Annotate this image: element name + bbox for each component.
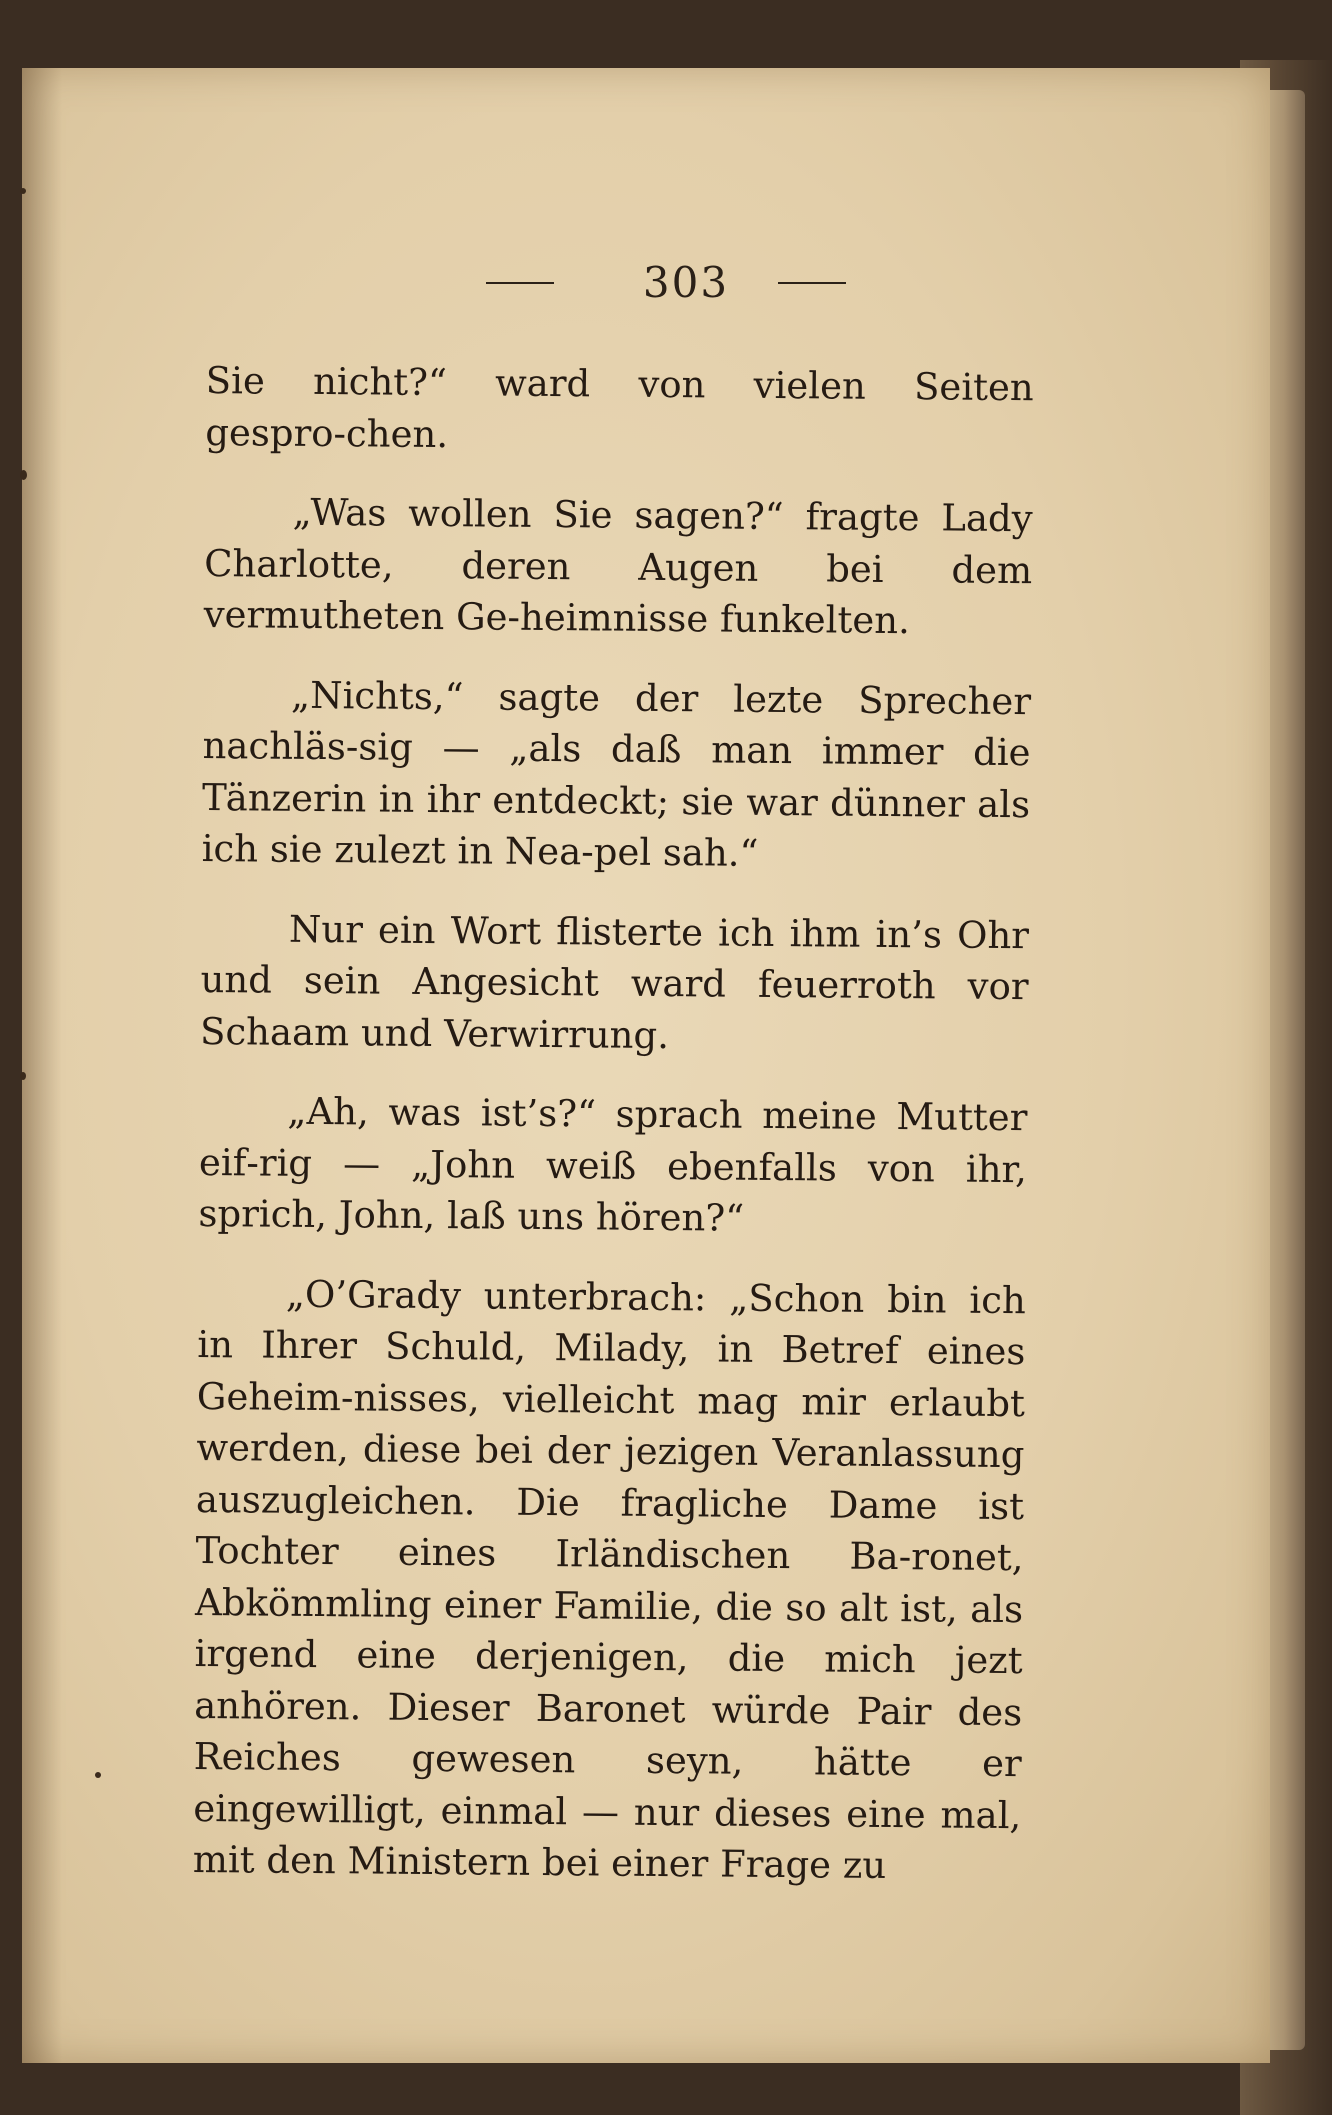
header-dash-left bbox=[486, 282, 554, 284]
paragraph: „O’Grady unterbrach: „Schon bin ich in Ihrer Schuld, Milady, in Betref eines Geheim‑nisses, vielleicht mag mir erlaubt werden, diese bei der jezigen Veranlassung auszugleichen. Die fragliche Dame ist Tochter eines Irländischen Ba‑ronet, Abkömmling einer Familie, die so alt ist, als irgend eine derjenigen, die mich jezt anhören. Dieser Baronet würde Pair des Reiches gewesen seyn, hätte er eingewilligt, einmal — nur dieses eine mal, mit den Ministern bei einer Frage zu bbox=[192, 1272, 1026, 1887]
stitch-mark bbox=[20, 1072, 26, 1080]
page-number: 303 bbox=[642, 258, 730, 307]
paragraph: „Ah, was ist’s?“ sprach meine Mutter eif‑rig — „John weiß ebenfalls von ihr, sprich, John, laß uns hören?“ bbox=[198, 1089, 1028, 1240]
stitch-mark bbox=[20, 470, 27, 480]
paragraph: „Nichts,“ sagte der lezte Sprecher nachläs‑sig — „als daß man immer die Tänzerin in ihr entdeckt; sie war dünner als ich sie zulezt in Nea‑pel sah.“ bbox=[201, 673, 1032, 875]
body-text bbox=[192, 355, 1034, 1921]
page-header bbox=[0, 258, 1332, 318]
paragraph: Nur ein Wort flisterte ich ihm in’s Ohr und sein Angesicht ward feuerroth vor Schaam und Verwirrung. bbox=[199, 907, 1030, 1057]
header-dash-right bbox=[778, 282, 846, 284]
paragraph: „Was wollen Sie sagen?“ fragte Lady Charlotte, deren Augen bei dem vermutheten Ge‑heimnisse funkelten. bbox=[203, 490, 1033, 643]
stitch-mark bbox=[20, 188, 26, 194]
stitch-mark bbox=[95, 1772, 101, 1778]
paragraph: Sie nicht?“ ward von vielen Seiten gespro‑chen. bbox=[205, 358, 1034, 456]
